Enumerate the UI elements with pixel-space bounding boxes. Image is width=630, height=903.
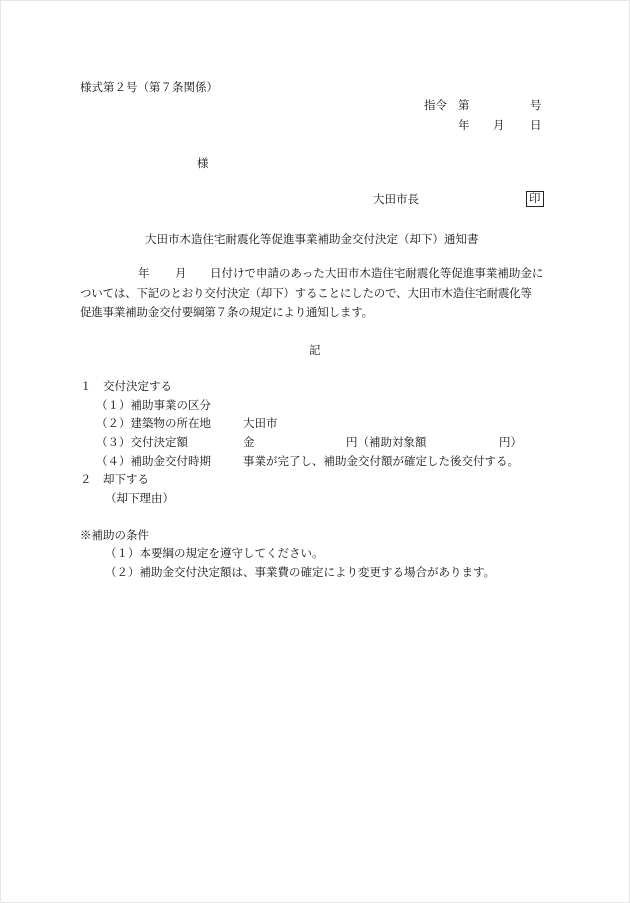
- item2-label: （２）建築物の所在地: [96, 416, 211, 430]
- item3-value-en: 円（補助対象額: [346, 435, 427, 449]
- item3-value-en-close: 円）: [499, 435, 522, 449]
- seal-mark: 印: [526, 191, 544, 207]
- issuer-name: 大田市長: [373, 192, 419, 206]
- date-month: 月: [493, 118, 505, 132]
- intro-line1: 日付けで申請のあった大田市木造住宅耐震化等促進事業補助金に: [210, 266, 544, 280]
- item3-value-kin: 金: [243, 435, 255, 449]
- intro-line3: 促進事業補助金交付要綱第７条の規定により通知します。: [80, 305, 373, 319]
- document-title: 大田市木造住宅耐震化等促進事業補助金交付決定（却下）通知書: [145, 232, 479, 246]
- ref-dai: 第: [458, 98, 470, 112]
- condition-item-2: （２）補助金交付決定額は、事業費の確定により変更する場合があります。: [105, 565, 496, 579]
- section2-reason: （却下理由）: [105, 491, 174, 505]
- item4-value: 事業が完了し、補助金交付額が確定した後交付する。: [243, 454, 519, 468]
- item3-label: （３）交付決定額: [96, 435, 188, 449]
- intro-line2: ついては、下記のとおり交付決定（却下）することにしたので、大田市木造住宅耐震化等: [80, 286, 532, 300]
- ref-prefix: 指令: [424, 98, 447, 112]
- intro-year: 年: [138, 266, 150, 280]
- form-number: 様式第２号（第７条関係）: [80, 80, 218, 94]
- intro-month: 月: [175, 266, 187, 280]
- section2-heading: ２ 却下する: [80, 472, 149, 486]
- ki-heading: 記: [309, 343, 321, 357]
- date-year: 年: [458, 118, 470, 132]
- ref-go: 号: [530, 98, 542, 112]
- date-day: 日: [530, 118, 542, 132]
- condition-item-1: （１）本要綱の規定を遵守してください。: [105, 546, 324, 560]
- item2-value: 大田市: [243, 416, 278, 430]
- addressee-honorific: 様: [197, 156, 209, 170]
- conditions-heading: ※補助の条件: [80, 528, 149, 542]
- item4-label: （４）補助金交付時期: [96, 454, 211, 468]
- section1-heading: １ 交付決定する: [80, 379, 172, 393]
- item1-label: （１）補助事業の区分: [96, 398, 211, 412]
